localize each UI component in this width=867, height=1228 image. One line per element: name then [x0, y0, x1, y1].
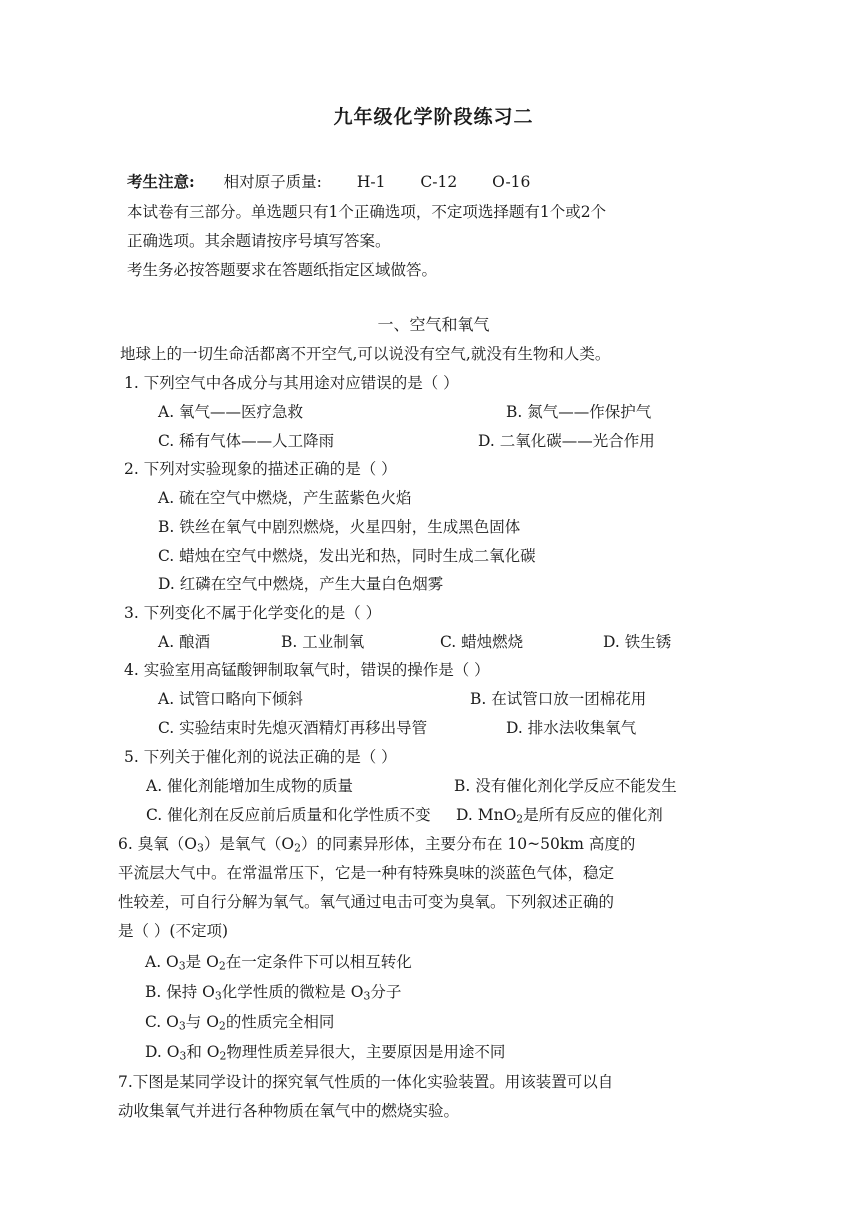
- question-5-option-d: D. MnO$_2$是所有反应的催化剂: [456, 806, 663, 826]
- question-6-stem-line-3: 性较差，可自行分解为氧气。氧气通过电击可变为臭氧。下列叙述正确的: [118, 893, 615, 911]
- question-6-option-c: C. $O_3$与 $O_2$的性质完全相同: [145, 1013, 335, 1033]
- question-3-option-a: A. 酿酒: [158, 633, 211, 651]
- mass-c: C-12: [420, 173, 458, 191]
- page-title: 九年级化学阶段练习二: [333, 106, 534, 128]
- question-3-option-b: B. 工业制氧: [281, 633, 365, 651]
- question-5-option-c: C. 催化剂在反应前后质量和化学性质不变: [146, 806, 431, 824]
- atomic-mass-info: [224, 173, 561, 191]
- question-4-option-a: A. 试管口略向下倾斜: [158, 690, 304, 708]
- question-1-option-a: A. 氧气——医疗急救: [158, 403, 304, 421]
- section-intro: 地球上的一切生命活都离不开空气,可以说没有空气,就没有生物和人类。: [120, 345, 611, 363]
- question-2-option-d: D. 红磷在空气中燃烧，产生大量白色烟雾: [158, 575, 444, 593]
- question-7-stem-line-2: 动收集氧气并进行各种物质在氧气中的燃烧实验。: [118, 1102, 460, 1120]
- mass-label: 相对原子质量:: [223, 173, 322, 191]
- question-2-option-c: C. 蜡烛在空气中燃烧，发出光和热，同时生成二氧化碳: [158, 547, 536, 565]
- question-3-stem: 3. 下列变化不属于化学变化的是（ ）: [124, 604, 382, 622]
- question-6-option-a: A. $O_3$是 $O_2$在一定条件下可以相互转化: [145, 953, 412, 973]
- question-1-option-c: C. 稀有气体——人工降雨: [158, 432, 335, 450]
- notice-line-2: 正确选项。其余题请按序号填写答案。: [127, 232, 391, 250]
- question-3-option-d: D. 铁生锈: [603, 633, 672, 651]
- question-4-stem: 4. 实验室用高锰酸钾制取氧气时，错误的操作是（ ）: [124, 661, 490, 679]
- notice-line-1: 本试卷有三部分。单选题只有1个正确选项，不定项选择题有1个或2个: [127, 203, 607, 221]
- section-title: 一、空气和氧气: [377, 315, 490, 334]
- notice-label: 考生注意:: [127, 172, 195, 191]
- question-1-stem: 1. 下列空气中各成分与其用途对应错误的是（ ）: [124, 374, 459, 392]
- question-3-option-c: C. 蜡烛燃烧: [440, 633, 524, 651]
- notice-header: [127, 170, 560, 192]
- question-4-option-d: D. 排水法收集氧气: [506, 719, 637, 737]
- question-1-option-b: B. 氮气——作保护气: [506, 403, 652, 421]
- question-6-stem-line-1: 6. 臭氧$(O_3)$是氧气$(O_2)$的同素异形体，主要分布在 10~50km 高度的: [118, 835, 636, 855]
- question-6-stem-line-2: 平流层大气中。在常温常压下，它是一种有特殊臭味的淡蓝色气体，稳定: [118, 864, 615, 882]
- mass-o: O-16: [492, 173, 531, 191]
- question-2-option-a: A. 硫在空气中燃烧，产生蓝紫色火焰: [158, 489, 412, 507]
- question-4-option-b: B. 在试管口放一团棉花用: [470, 690, 647, 708]
- question-6-stem-line-4: 是（ ）(不定项): [118, 922, 229, 940]
- question-5-stem: 5. 下列关于催化剂的说法正确的是（ ）: [124, 748, 397, 766]
- notice-line-3: 考生务必按答题要求在答题纸指定区域做答。: [127, 261, 438, 279]
- question-4-option-c: C. 实验结束时先熄灭酒精灯再移出导管: [158, 719, 428, 737]
- question-1-option-d: D. 二氧化碳——光合作用: [478, 432, 655, 450]
- question-2-stem: 2. 下列对实验现象的描述正确的是（ ）: [124, 460, 397, 478]
- question-6-option-d: D. $O_3$和 $O_2$物理性质差异很大，主要原因是用途不同: [145, 1043, 506, 1063]
- question-6-option-b: B. 保持 $O_3$化学性质的微粒是 $O_3$分子: [145, 983, 402, 1003]
- question-5-option-b: B. 没有催化剂化学反应不能发生: [454, 777, 677, 795]
- mass-h: H-1: [356, 173, 386, 191]
- question-2-option-b: B. 铁丝在氧气中剧烈燃烧，火星四射，生成黑色固体: [158, 518, 521, 536]
- question-5-option-a: A. 催化剂能增加生成物的质量: [146, 777, 354, 795]
- question-7-stem-line-1: 7.下图是某同学设计的探究氧气性质的一体化实验装置。用该装置可以自: [118, 1073, 614, 1091]
